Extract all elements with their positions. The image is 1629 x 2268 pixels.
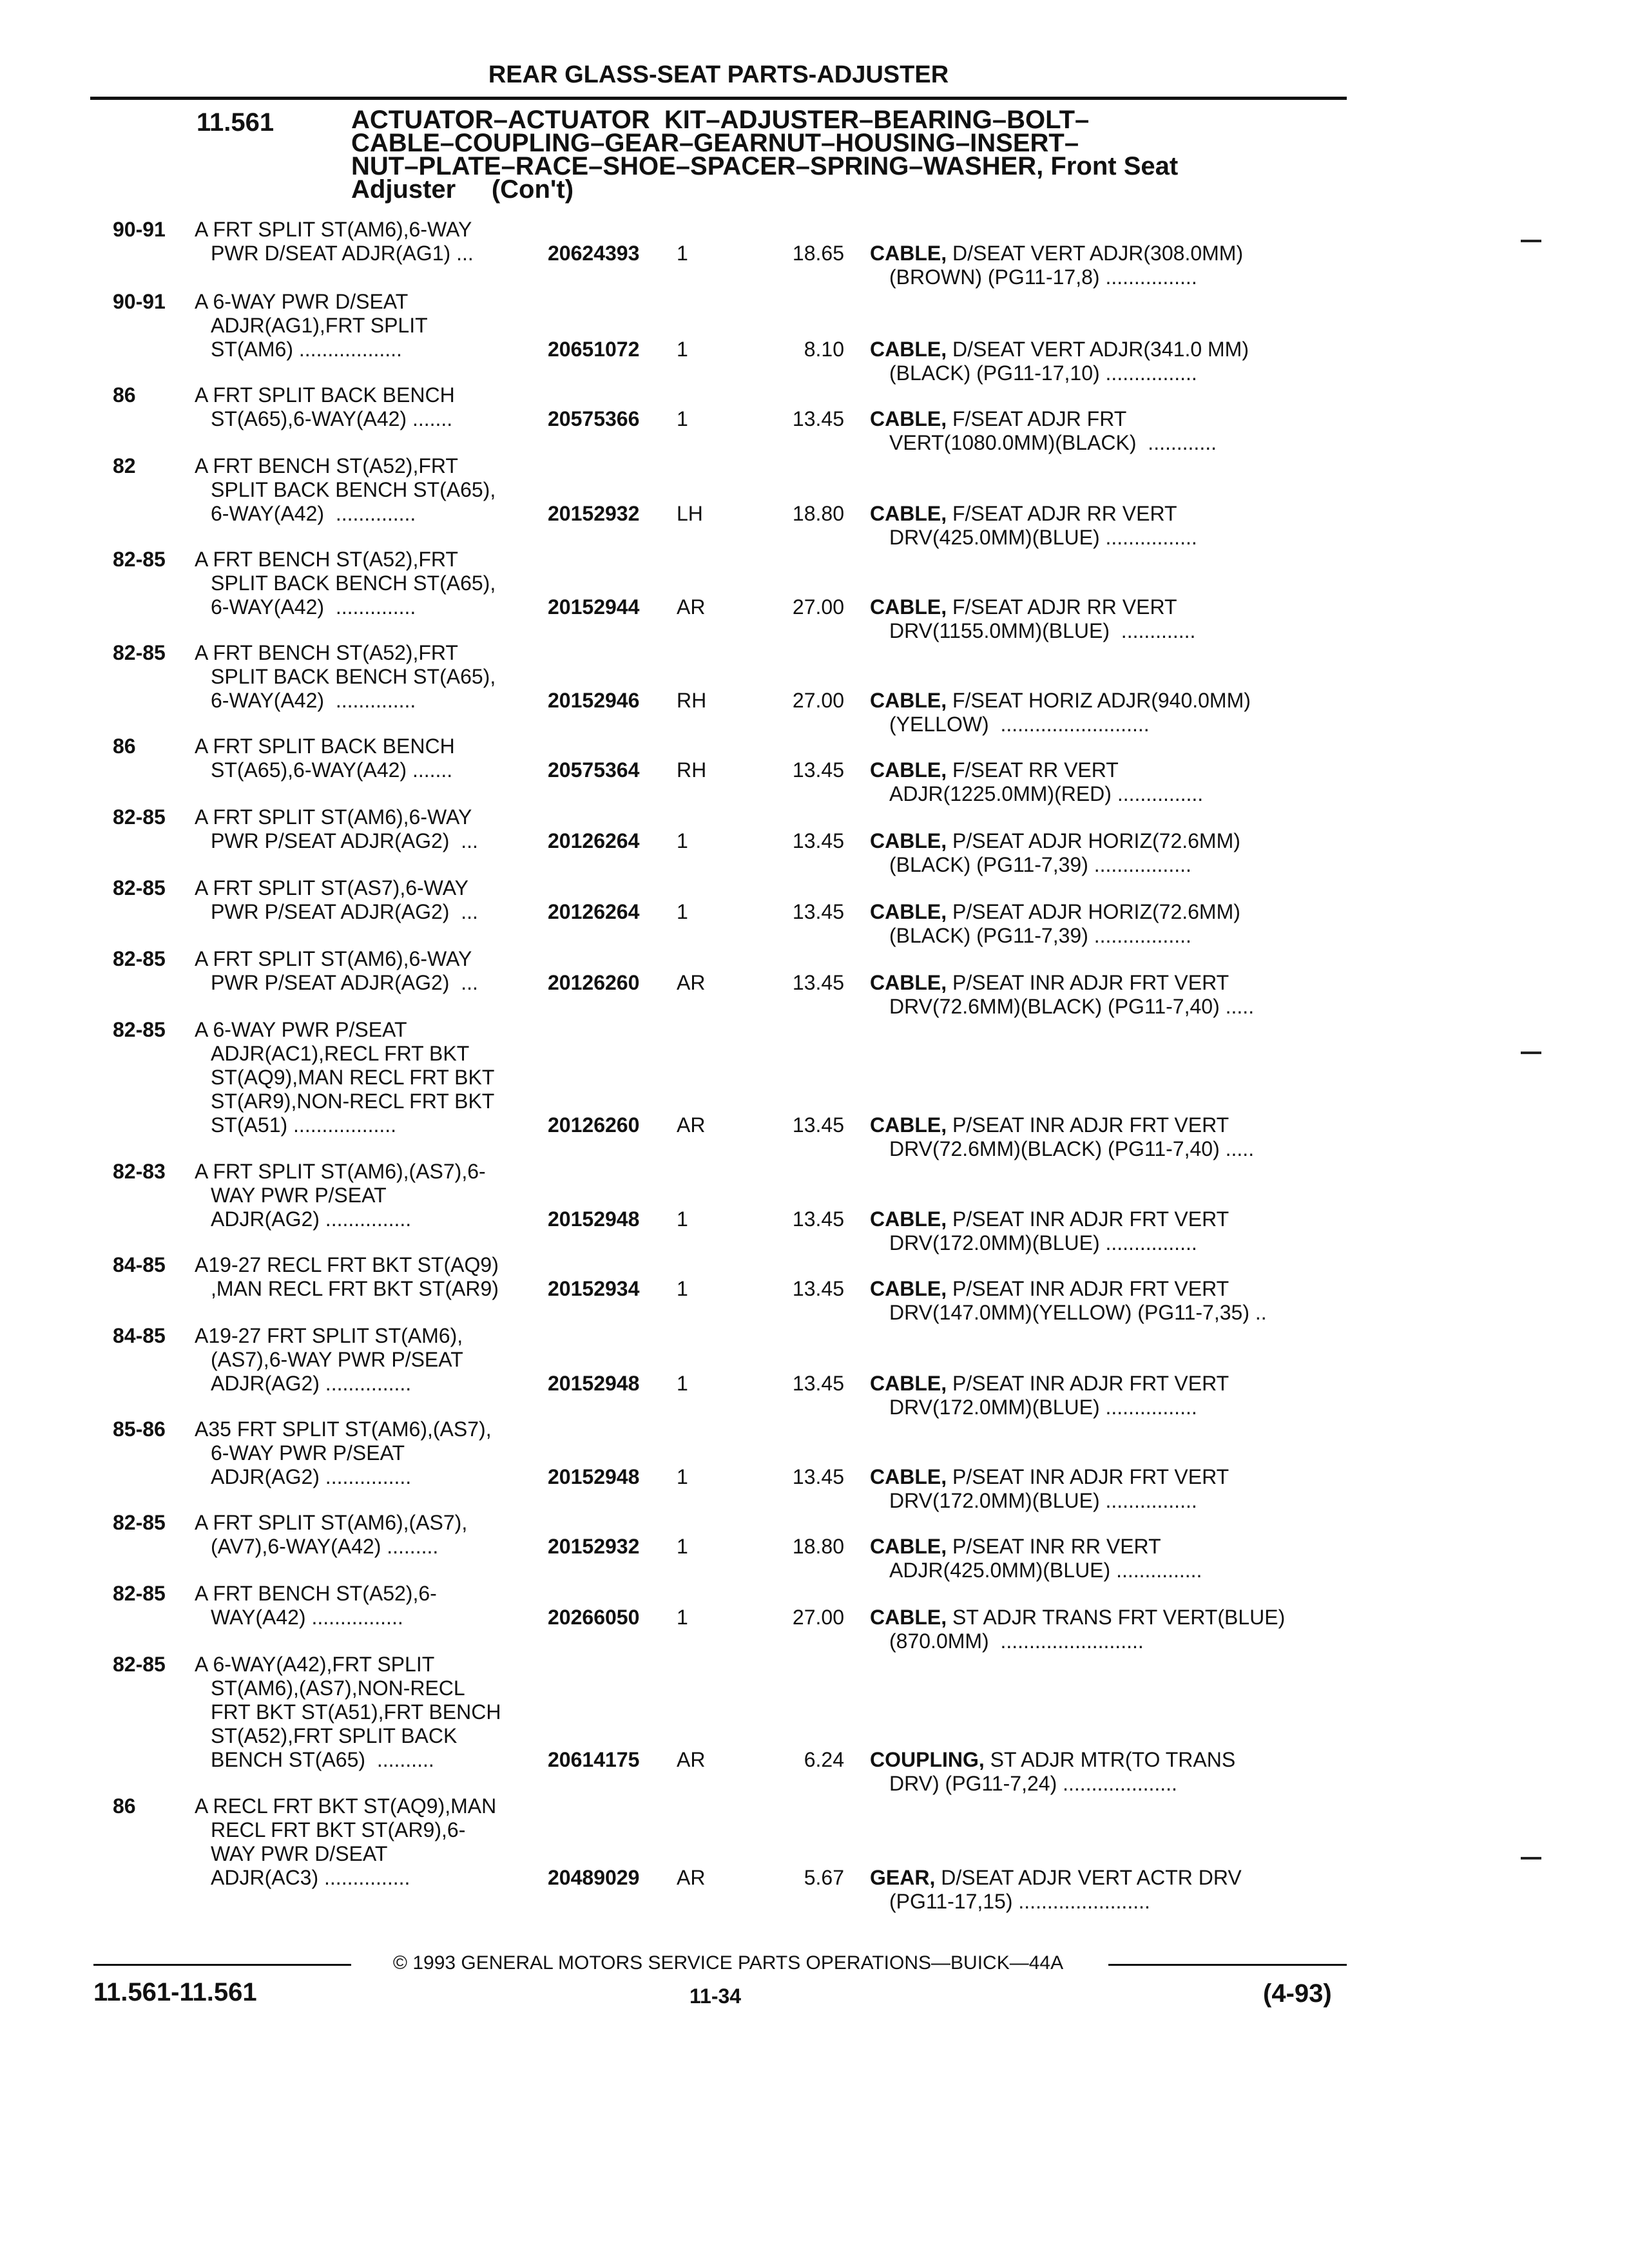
part-description — [870, 1866, 1347, 1914]
part-number: 20152948 — [548, 1465, 640, 1488]
part-description-text: F/SEAT HORIZ ADJR(940.0MM) — [952, 689, 1251, 712]
part-description — [870, 407, 1347, 455]
description-line: A19-27 RECL FRT BKT ST(AQ9) — [195, 1253, 499, 1276]
part-description-line: (PG11-17,15) ....................... — [889, 1890, 1150, 1913]
part-description-line: ADJR(1225.0MM)(RED) ............... — [889, 782, 1204, 805]
description-line: ST(AM6) .................. — [211, 338, 402, 361]
part-description — [870, 1465, 1347, 1513]
part-number: 20152932 — [548, 502, 640, 525]
part-number: 20266050 — [548, 1606, 640, 1629]
model-years: 85-86 — [113, 1418, 166, 1441]
part-number: 20614175 — [548, 1748, 640, 1771]
part-description-line — [870, 242, 1347, 265]
description-line: A FRT BENCH ST(A52),FRT — [195, 641, 458, 664]
description-line: ADJR(AG2) ............... — [211, 1465, 412, 1488]
description-line: 6-WAY(A42) .............. — [211, 689, 416, 712]
quantity: AR — [677, 1866, 706, 1889]
price: 18.80 — [792, 1535, 844, 1558]
quantity: 1 — [677, 338, 688, 361]
part-description-line: (BLACK) (PG11-7,39) ................. — [889, 924, 1191, 947]
part-description — [870, 1535, 1347, 1582]
footer-rule-left — [93, 1964, 351, 1966]
application-description — [195, 1511, 555, 1559]
part-type-keyword: CABLE, — [870, 1277, 947, 1300]
description-line: A FRT SPLIT ST(AS7),6-WAY — [195, 876, 468, 899]
model-years: 82-83 — [113, 1160, 166, 1183]
quantity: LH — [677, 502, 703, 525]
margin-mark — [1521, 240, 1541, 242]
application-description — [195, 805, 555, 853]
part-description-line: DRV(172.0MM)(BLUE) ................ — [889, 1396, 1197, 1419]
description-line: A FRT SPLIT BACK BENCH — [195, 735, 455, 758]
part-type-keyword: CABLE, — [870, 338, 947, 361]
application-description — [195, 1324, 555, 1396]
section-title-line: CABLE–COUPLING–GEAR–GEARNUT–HOUSING–INSERT– — [351, 129, 1079, 157]
description-line: A FRT SPLIT ST(AM6),6-WAY — [195, 805, 472, 829]
margin-mark — [1521, 1857, 1541, 1860]
part-number: 20152934 — [548, 1277, 640, 1300]
model-years: 82 — [113, 454, 136, 477]
part-description-line — [870, 595, 1347, 619]
part-description-text: F/SEAT ADJR RR VERT — [952, 595, 1177, 619]
part-number: 20575366 — [548, 407, 640, 430]
part-number: 20489029 — [548, 1866, 640, 1889]
description-line: WAY(A42) ................ — [211, 1606, 403, 1629]
model-years: 82-85 — [113, 947, 166, 970]
part-type-keyword: COUPLING, — [870, 1748, 985, 1771]
part-description-text: P/SEAT ADJR HORIZ(72.6MM) — [952, 829, 1240, 852]
part-type-keyword: CABLE, — [870, 1606, 947, 1629]
part-description-line — [870, 758, 1347, 782]
part-type-keyword: CABLE, — [870, 900, 947, 923]
section-title — [351, 106, 1318, 204]
price: 27.00 — [792, 689, 844, 712]
description-line: SPLIT BACK BENCH ST(A65), — [211, 665, 496, 688]
price: 13.45 — [792, 829, 844, 852]
model-years: 84-85 — [113, 1253, 166, 1276]
model-years: 82-85 — [113, 548, 166, 571]
application-description — [195, 1794, 555, 1890]
part-description-line: DRV(172.0MM)(BLUE) ................ — [889, 1231, 1197, 1254]
part-description-line — [870, 338, 1347, 361]
price: 13.45 — [792, 1465, 844, 1488]
description-line: FRT BKT ST(A51),FRT BENCH — [211, 1700, 501, 1724]
part-description — [870, 758, 1347, 806]
description-line: ST(A65),6-WAY(A42) ....... — [211, 407, 453, 430]
section-title-line: NUT–PLATE–RACE–SHOE–SPACER–SPRING–WASHER, Front Seat — [351, 152, 1179, 180]
description-line: A FRT SPLIT ST(AM6),6-WAY — [195, 947, 472, 970]
part-number: 20152944 — [548, 595, 640, 619]
quantity: 1 — [677, 242, 688, 265]
part-description-text: P/SEAT INR ADJR FRT VERT — [952, 1465, 1229, 1488]
part-description-line — [870, 1277, 1347, 1301]
description-line: A 6-WAY PWR D/SEAT — [195, 290, 409, 313]
description-line: ADJR(AG1),FRT SPLIT — [211, 314, 428, 337]
part-description-line — [870, 1465, 1347, 1489]
description-line: (AV7),6-WAY(A42) ......... — [211, 1535, 439, 1558]
quantity: 1 — [677, 829, 688, 852]
part-description-line: (870.0MM) ......................... — [889, 1629, 1144, 1653]
part-type-keyword: CABLE, — [870, 407, 947, 430]
section-title-line: Adjuster (Con't) — [351, 175, 574, 204]
quantity: RH — [677, 689, 707, 712]
price: 13.45 — [792, 971, 844, 994]
quantity: AR — [677, 595, 706, 619]
description-line: PWR P/SEAT ADJR(AG2) ... — [211, 829, 478, 852]
part-type-keyword: CABLE, — [870, 829, 947, 852]
part-description-line — [870, 829, 1347, 853]
header-rule — [90, 97, 1347, 100]
part-number: 20126264 — [548, 900, 640, 923]
quantity: 1 — [677, 1465, 688, 1488]
description-line: A35 FRT SPLIT ST(AM6),(AS7), — [195, 1418, 492, 1441]
description-line: ST(AR9),NON-RECL FRT BKT — [211, 1090, 495, 1113]
description-line: ST(A52),FRT SPLIT BACK — [211, 1724, 458, 1747]
part-number: 20152932 — [548, 1535, 640, 1558]
application-description — [195, 1418, 555, 1489]
part-type-keyword: CABLE, — [870, 1465, 947, 1488]
model-years: 82-85 — [113, 876, 166, 899]
part-description-line: DRV) (PG11-7,24) .................... — [889, 1772, 1177, 1795]
price: 27.00 — [792, 595, 844, 619]
model-years: 82-85 — [113, 1511, 166, 1534]
quantity: AR — [677, 1113, 706, 1137]
part-number: 20152946 — [548, 689, 640, 712]
application-description — [195, 454, 555, 526]
part-description-text: P/SEAT INR ADJR FRT VERT — [952, 1113, 1229, 1137]
part-description-line — [870, 1113, 1347, 1137]
description-line: PWR D/SEAT ADJR(AG1) ... — [211, 242, 474, 265]
quantity: AR — [677, 1748, 706, 1771]
quantity: 1 — [677, 900, 688, 923]
part-description — [870, 1277, 1347, 1325]
part-description-text: ST ADJR TRANS FRT VERT(BLUE) — [952, 1606, 1286, 1629]
application-description — [195, 1582, 555, 1629]
part-description-line — [870, 502, 1347, 526]
part-type-keyword: CABLE, — [870, 1113, 947, 1137]
application-description — [195, 218, 555, 265]
part-number: 20126260 — [548, 1113, 640, 1137]
part-number: 20126260 — [548, 971, 640, 994]
part-type-keyword: CABLE, — [870, 971, 947, 994]
part-type-keyword: CABLE, — [870, 502, 947, 525]
part-description — [870, 1606, 1347, 1653]
quantity: 1 — [677, 1606, 688, 1629]
description-line: (AS7),6-WAY PWR P/SEAT — [211, 1348, 463, 1371]
part-description-line — [870, 1748, 1347, 1772]
part-description-line: (BLACK) (PG11-7,39) ................. — [889, 853, 1191, 876]
part-description — [870, 595, 1347, 643]
model-years: 90-91 — [113, 290, 166, 313]
part-description — [870, 1372, 1347, 1419]
price: 5.67 — [804, 1866, 844, 1889]
description-line: A FRT SPLIT BACK BENCH — [195, 383, 455, 407]
part-description-line — [870, 1207, 1347, 1231]
part-description-line: DRV(1155.0MM)(BLUE) ............. — [889, 619, 1196, 642]
part-description-line: DRV(147.0MM)(YELLOW) (PG11-7,35) .. — [889, 1301, 1267, 1324]
part-type-keyword: CABLE, — [870, 1207, 947, 1231]
part-description-text: P/SEAT INR ADJR FRT VERT — [952, 1207, 1229, 1231]
part-description-text: P/SEAT INR RR VERT — [952, 1535, 1161, 1558]
application-description — [195, 290, 555, 361]
description-line: A FRT BENCH ST(A52),6- — [195, 1582, 437, 1605]
model-years: 82-85 — [113, 1018, 166, 1041]
part-type-keyword: CABLE, — [870, 242, 947, 265]
part-type-keyword: CABLE, — [870, 758, 947, 782]
part-description-line: DRV(425.0MM)(BLUE) ................ — [889, 526, 1197, 549]
part-description — [870, 242, 1347, 289]
part-description-line: (BROWN) (PG11-17,8) ................ — [889, 265, 1197, 289]
description-line: WAY PWR D/SEAT — [211, 1842, 388, 1865]
part-description-text: P/SEAT INR ADJR FRT VERT — [952, 971, 1229, 994]
part-description — [870, 829, 1347, 877]
description-line: SPLIT BACK BENCH ST(A65), — [211, 478, 496, 501]
part-description-line: VERT(1080.0MM)(BLACK) ............ — [889, 431, 1217, 454]
part-description-line: ADJR(425.0MM)(BLUE) ............... — [889, 1559, 1202, 1582]
part-number: 20152948 — [548, 1372, 640, 1395]
part-description-text: F/SEAT ADJR RR VERT — [952, 502, 1177, 525]
part-number: 20152948 — [548, 1207, 640, 1231]
model-years: 82-85 — [113, 1582, 166, 1605]
part-description-text: D/SEAT ADJR VERT ACTR DRV — [941, 1866, 1242, 1889]
application-description — [195, 876, 555, 924]
part-description — [870, 338, 1347, 385]
part-type-keyword: CABLE, — [870, 1372, 947, 1395]
description-line: A FRT BENCH ST(A52),FRT — [195, 548, 458, 571]
description-line: A 6-WAY(A42),FRT SPLIT — [195, 1653, 435, 1676]
part-description — [870, 1207, 1347, 1255]
price: 8.10 — [804, 338, 844, 361]
application-description — [195, 1160, 555, 1231]
part-number: 20651072 — [548, 338, 640, 361]
part-number: 20126264 — [548, 829, 640, 852]
part-description — [870, 689, 1347, 736]
application-description — [195, 383, 555, 431]
application-description — [195, 1018, 555, 1137]
model-years: 84-85 — [113, 1324, 166, 1347]
application-description — [195, 641, 555, 713]
footer-page-number: 11-34 — [689, 1984, 742, 2008]
description-line: ST(AQ9),MAN RECL FRT BKT — [211, 1066, 495, 1089]
price: 18.65 — [792, 242, 844, 265]
description-line: ST(A65),6-WAY(A42) ....... — [211, 758, 453, 782]
part-description-line: DRV(172.0MM)(BLUE) ................ — [889, 1489, 1197, 1512]
part-description-line — [870, 407, 1347, 431]
description-line: BENCH ST(A65) .......... — [211, 1748, 434, 1771]
part-number: 20624393 — [548, 242, 640, 265]
part-description-line: (BLACK) (PG11-17,10) ................ — [889, 361, 1197, 385]
description-line: 6-WAY(A42) .............. — [211, 502, 416, 525]
application-description — [195, 1253, 555, 1301]
quantity: 1 — [677, 1207, 688, 1231]
part-description — [870, 1113, 1347, 1161]
part-type-keyword: GEAR, — [870, 1866, 936, 1889]
footer-date: (4-93) — [1263, 1979, 1332, 2008]
quantity: RH — [677, 758, 707, 782]
price: 13.45 — [792, 1207, 844, 1231]
model-years: 86 — [113, 383, 136, 407]
section-number: 11.561 — [197, 108, 275, 137]
description-line: ADJR(AG2) ............... — [211, 1372, 412, 1395]
description-line: ADJR(AC3) ............... — [211, 1866, 410, 1889]
part-description-text: P/SEAT ADJR HORIZ(72.6MM) — [952, 900, 1240, 923]
description-line: ST(A51) .................. — [211, 1113, 397, 1137]
description-line: A FRT SPLIT ST(AM6),(AS7), — [195, 1511, 468, 1534]
price: 27.00 — [792, 1606, 844, 1629]
model-years: 82-85 — [113, 1653, 166, 1676]
price: 13.45 — [792, 758, 844, 782]
part-description-line — [870, 689, 1347, 713]
description-line: A FRT SPLIT ST(AM6),(AS7),6- — [195, 1160, 486, 1183]
footer-rule-right — [1108, 1964, 1347, 1966]
description-line: A FRT SPLIT ST(AM6),6-WAY — [195, 218, 472, 241]
part-type-keyword: CABLE, — [870, 689, 947, 712]
price: 18.80 — [792, 502, 844, 525]
application-description — [195, 1653, 555, 1772]
part-description-text: P/SEAT INR ADJR FRT VERT — [952, 1372, 1229, 1395]
part-description — [870, 900, 1347, 948]
part-number: 20575364 — [548, 758, 640, 782]
part-description-line — [870, 1866, 1347, 1890]
model-years: 86 — [113, 735, 136, 758]
model-years: 82-85 — [113, 641, 166, 664]
part-description-line — [870, 900, 1347, 924]
description-line: A 6-WAY PWR P/SEAT — [195, 1018, 407, 1041]
price: 13.45 — [792, 900, 844, 923]
description-line: PWR P/SEAT ADJR(AG2) ... — [211, 900, 478, 923]
part-description-text: ST ADJR MTR(TO TRANS — [990, 1748, 1236, 1771]
quantity: AR — [677, 971, 706, 994]
footer-section-range: 11.561-11.561 — [93, 1978, 257, 2006]
margin-mark — [1521, 1052, 1541, 1054]
price: 13.45 — [792, 1113, 844, 1137]
model-years: 82-85 — [113, 805, 166, 829]
description-line: A RECL FRT BKT ST(AQ9),MAN — [195, 1794, 497, 1818]
price: 13.45 — [792, 1277, 844, 1300]
description-line: A19-27 FRT SPLIT ST(AM6), — [195, 1324, 463, 1347]
part-description-line — [870, 1606, 1347, 1629]
part-description-text: D/SEAT VERT ADJR(308.0MM) — [952, 242, 1244, 265]
quantity: 1 — [677, 1277, 688, 1300]
description-line: ST(AM6),(AS7),NON-RECL — [211, 1677, 465, 1700]
model-years: 86 — [113, 1794, 136, 1818]
description-line: PWR P/SEAT ADJR(AG2) ... — [211, 971, 478, 994]
section-title-line: ACTUATOR–ACTUATOR KIT–ADJUSTER–BEARING–BOLT– — [351, 106, 1090, 134]
part-description — [870, 502, 1347, 550]
part-description — [870, 1748, 1347, 1796]
part-description-text: F/SEAT ADJR FRT — [952, 407, 1127, 430]
part-description-line — [870, 1535, 1347, 1559]
description-line: SPLIT BACK BENCH ST(A65), — [211, 572, 496, 595]
part-description-line — [870, 971, 1347, 995]
application-description — [195, 947, 555, 995]
quantity: 1 — [677, 1535, 688, 1558]
description-line: A FRT BENCH ST(A52),FRT — [195, 454, 458, 477]
description-line: 6-WAY PWR P/SEAT — [211, 1441, 405, 1465]
description-line: WAY PWR P/SEAT — [211, 1184, 387, 1207]
quantity: 1 — [677, 407, 688, 430]
part-type-keyword: CABLE, — [870, 595, 947, 619]
price: 6.24 — [804, 1748, 844, 1771]
description-line: ADJR(AC1),RECL FRT BKT — [211, 1042, 470, 1065]
price: 13.45 — [792, 1372, 844, 1395]
part-description-line — [870, 1372, 1347, 1396]
part-type-keyword: CABLE, — [870, 1535, 947, 1558]
application-description — [195, 735, 555, 782]
part-description-text: F/SEAT RR VERT — [952, 758, 1119, 782]
description-line: 6-WAY(A42) .............. — [211, 595, 416, 619]
part-description-line: DRV(72.6MM)(BLACK) (PG11-7,40) ..... — [889, 995, 1255, 1018]
description-line: ,MAN RECL FRT BKT ST(AR9) — [211, 1277, 499, 1300]
part-description-text: P/SEAT INR ADJR FRT VERT — [952, 1277, 1229, 1300]
description-line: RECL FRT BKT ST(AR9),6- — [211, 1818, 466, 1841]
part-description-line: (YELLOW) .......................... — [889, 713, 1150, 736]
footer-copyright: © 1993 GENERAL MOTORS SERVICE PARTS OPERATIONS—BUICK—44A — [392, 1952, 1064, 1974]
quantity: 1 — [677, 1372, 688, 1395]
part-description-text: D/SEAT VERT ADJR(341.0 MM) — [952, 338, 1249, 361]
model-years: 90-91 — [113, 218, 166, 241]
part-description-line: DRV(72.6MM)(BLACK) (PG11-7,40) ..... — [889, 1137, 1255, 1160]
page-header: REAR GLASS-SEAT PARTS-ADJUSTER — [488, 61, 949, 88]
description-line: ADJR(AG2) ............... — [211, 1207, 412, 1231]
price: 13.45 — [792, 407, 844, 430]
part-description — [870, 971, 1347, 1019]
application-description — [195, 548, 555, 619]
